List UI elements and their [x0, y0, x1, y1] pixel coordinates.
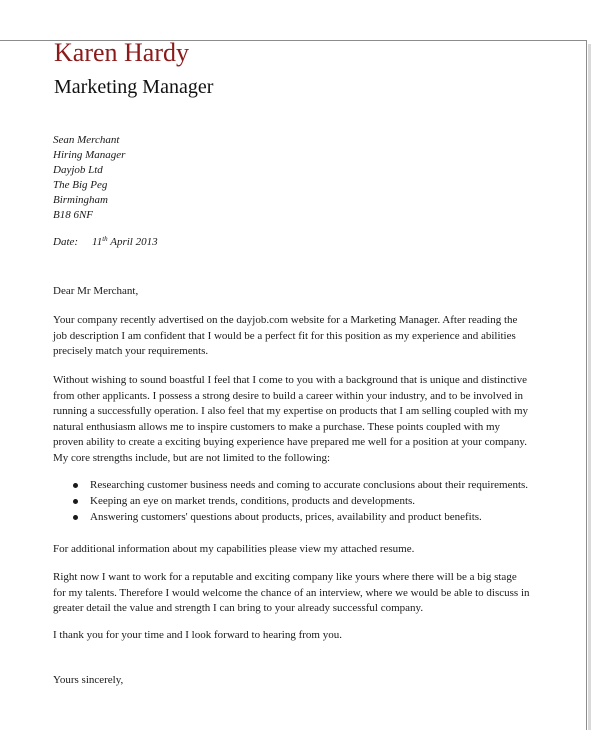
bullet-icon — [73, 483, 78, 488]
list-item — [53, 509, 523, 525]
letter-date — [53, 236, 158, 248]
paragraph-line: Right now I want to work for a reputable and exciting company like yours where there will be a big stage — [53, 571, 517, 583]
date-suffix: th — [102, 235, 108, 243]
list-item-text: Answering customers' questions about products, prices, availability and product benefits. — [90, 511, 482, 523]
date-month-year: April 2013 — [107, 236, 158, 248]
sender-title: Marketing Manager — [54, 76, 214, 98]
date-day: 11 — [92, 236, 103, 248]
recipient-city: Birmingham — [53, 194, 108, 206]
closing: Yours sincerely, — [53, 674, 124, 686]
paragraph-line: for my talents. Therefore I would welcome the chance of an interview, where we would be able to discuss in — [53, 586, 530, 599]
paragraph-line: Your company recently advertised on the dayjob.com website for a Marketing Manager. After reading the — [53, 314, 518, 326]
date-label: Date: — [53, 236, 79, 248]
salutation: Dear Mr Merchant, — [53, 285, 139, 297]
paragraph-intro — [53, 313, 523, 360]
recipient-address — [53, 133, 125, 223]
paragraph-line: precisely match your requirements. — [53, 345, 209, 357]
paragraph-line: natural enthusiasm allows me to inspire customers to make a purchase. These points coupled with my — [53, 420, 501, 433]
paragraph-line: My core strengths include, but are not limited to the following: — [53, 451, 331, 464]
paragraph-line: from other applicants. I possess a strong desire to build a career within your industry, and to be involved in — [53, 389, 524, 402]
paragraph-line: job description I am confident that I would be a perfect fit for this position as my experience and abilities — [53, 329, 516, 342]
paragraph-interview — [53, 570, 530, 617]
recipient-position: Hiring Manager — [53, 149, 126, 161]
bullet-icon — [73, 515, 78, 520]
recipient-postcode: B18 6NF — [53, 209, 94, 221]
list-item — [53, 477, 529, 493]
bullet-icon — [73, 499, 78, 504]
page-right-border — [586, 40, 587, 730]
list-item-text: Researching customer business needs and coming to accurate conclusions about their requirements. — [90, 479, 529, 491]
recipient-name: Sean Merchant — [53, 134, 120, 146]
sender-name: Karen Hardy — [54, 38, 189, 67]
paragraph-line: I thank you for your time and I look forward to hearing from you. — [53, 629, 342, 641]
recipient-company: Dayjob Ltd — [53, 164, 103, 176]
paragraph-line: For additional information about my capabilities please view my attached resume. — [53, 543, 415, 555]
strengths-list — [53, 477, 529, 525]
recipient-street: The Big Peg — [53, 179, 108, 191]
paragraph-resume — [53, 542, 523, 558]
paragraph-line: proven ability to create a exciting buying experience have prepared me well for a position at your company. — [53, 436, 527, 448]
page-shadow — [588, 44, 591, 730]
paragraph-background — [53, 373, 529, 466]
list-item — [53, 493, 523, 509]
paragraph-thanks — [53, 628, 523, 644]
paragraph-line: running a successfully operation. I also feel that my expertise on products that I am selling coupled with my — [53, 405, 529, 417]
paragraph-line: Without wishing to sound boastful I feel that I come to you with a background that is unique and distinctive — [53, 374, 527, 386]
paragraph-line: greater detail the value and strength I can bring to your already successful company. — [53, 602, 424, 614]
list-item-text: Keeping an eye on market trends, conditions, products and developments. — [90, 495, 416, 507]
